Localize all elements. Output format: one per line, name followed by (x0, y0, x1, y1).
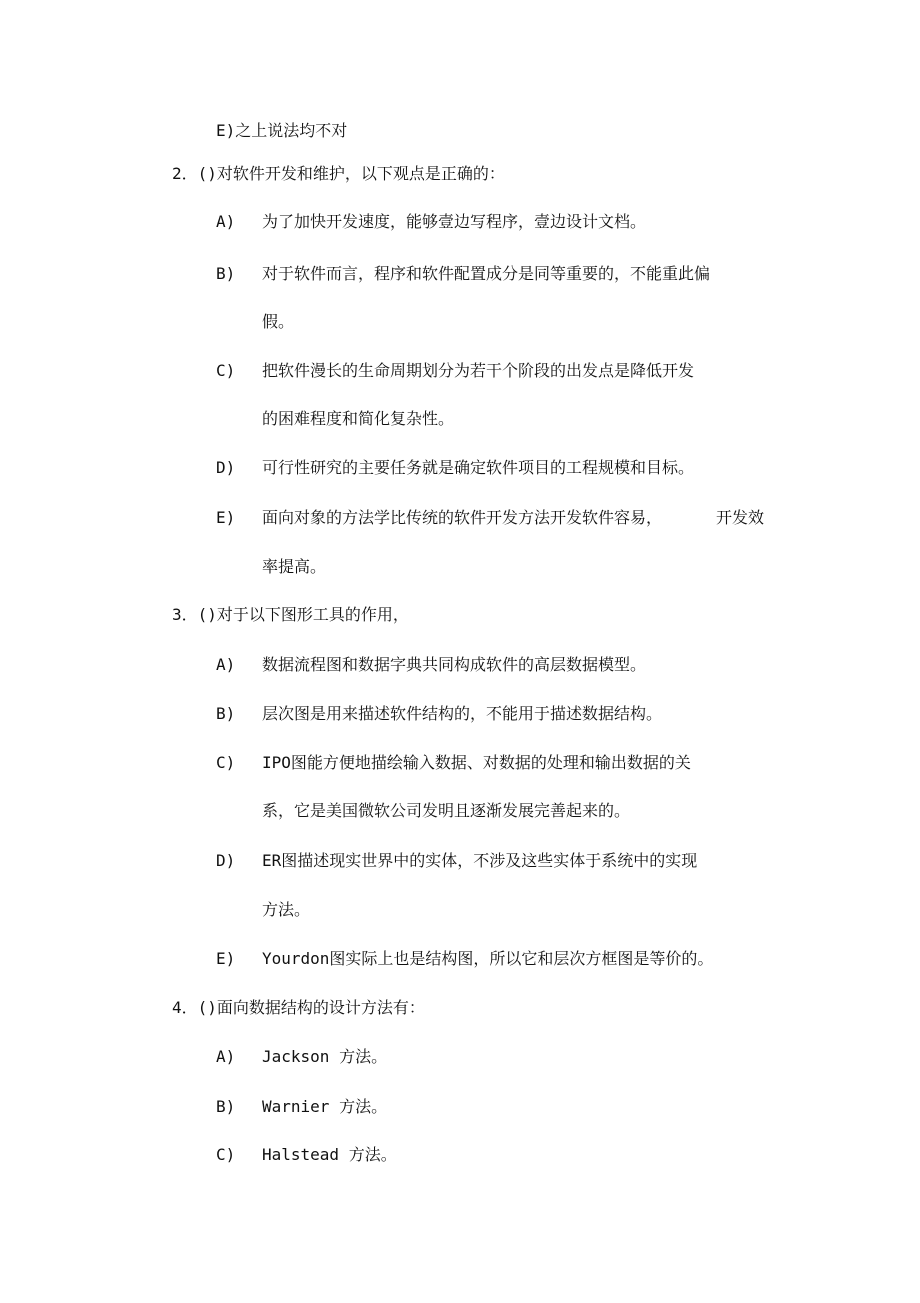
question-4-stem: 4．()面向数据结构的设计方法有： (172, 998, 425, 1017)
q2-option-c-text-line1: 把软件漫长的生命周期划分为若干个阶段的出发点是降低开发 (262, 361, 695, 380)
q3-option-e-text: Yourdon图实际上也是结构图，所以它和层次方框图是等价的。 (262, 949, 714, 968)
q3-option-a-text: 数据流程图和数据字典共同构成软件的高层数据模型。 (262, 655, 647, 674)
q4-option-c-text: Halstead 方法。 (262, 1145, 397, 1164)
q3-option-c-text-line2: 系，它是美国微软公司发明且逐渐发展完善起来的。 (262, 801, 631, 820)
q2-option-b-text-line2: 假。 (262, 312, 295, 331)
q3-option-d-label: D) (216, 851, 236, 870)
q4-option-b-label: B) (216, 1097, 236, 1116)
q2-option-d-label: D) (216, 458, 236, 477)
q2-option-a-label: A) (216, 212, 236, 231)
q2-option-a-text: 为了加快开发速度，能够壹边写程序，壹边设计文档。 (262, 212, 647, 231)
q3-option-b-label: B) (216, 704, 236, 723)
q4-option-a-text: Jackson 方法。 (262, 1047, 388, 1066)
q2-option-e-text-line1a: 面向对象的方法学比传统的软件开发方法开发软件容易， (262, 508, 663, 527)
q2-option-b-text-line1: 对于软件而言，程序和软件配置成分是同等重要的，不能重此偏 (262, 264, 711, 283)
question-3-stem: 3．()对于以下图形工具的作用， (172, 605, 409, 624)
q3-option-b-text: 层次图是用来描述软件结构的，不能用于描述数据结构。 (262, 704, 663, 723)
q3-option-c-label: C) (216, 753, 236, 772)
q3-option-d-text-line1: ER图描述现实世界中的实体，不涉及这些实体于系统中的实现 (262, 851, 698, 870)
q2-option-e-text-line2: 率提高。 (262, 557, 327, 576)
q2-option-c-label: C) (216, 361, 236, 380)
q4-option-c-label: C) (216, 1145, 236, 1164)
q4-option-b-text: Warnier 方法。 (262, 1097, 388, 1116)
q3-option-a-label: A) (216, 655, 236, 674)
q2-option-b-label: B) (216, 264, 236, 283)
q2-option-e-text-line1b: 开发效 (716, 508, 765, 527)
option-e-prev-question: E)之上说法均不对 (216, 121, 348, 140)
q2-option-d-text: 可行性研究的主要任务就是确定软件项目的工程规模和目标。 (262, 458, 695, 477)
q3-option-e-label: E) (216, 949, 236, 968)
q2-option-e-label: E) (216, 508, 236, 527)
q2-option-c-text-line2: 的困难程度和简化复杂性。 (262, 409, 455, 428)
q3-option-c-text-line1: IPO图能方便地描绘输入数据、对数据的处理和输出数据的关 (262, 753, 691, 772)
question-2-stem: 2．()对软件开发和维护，以下观点是正确的： (172, 164, 505, 183)
q3-option-d-text-line2: 方法。 (262, 900, 311, 919)
q4-option-a-label: A) (216, 1047, 236, 1066)
